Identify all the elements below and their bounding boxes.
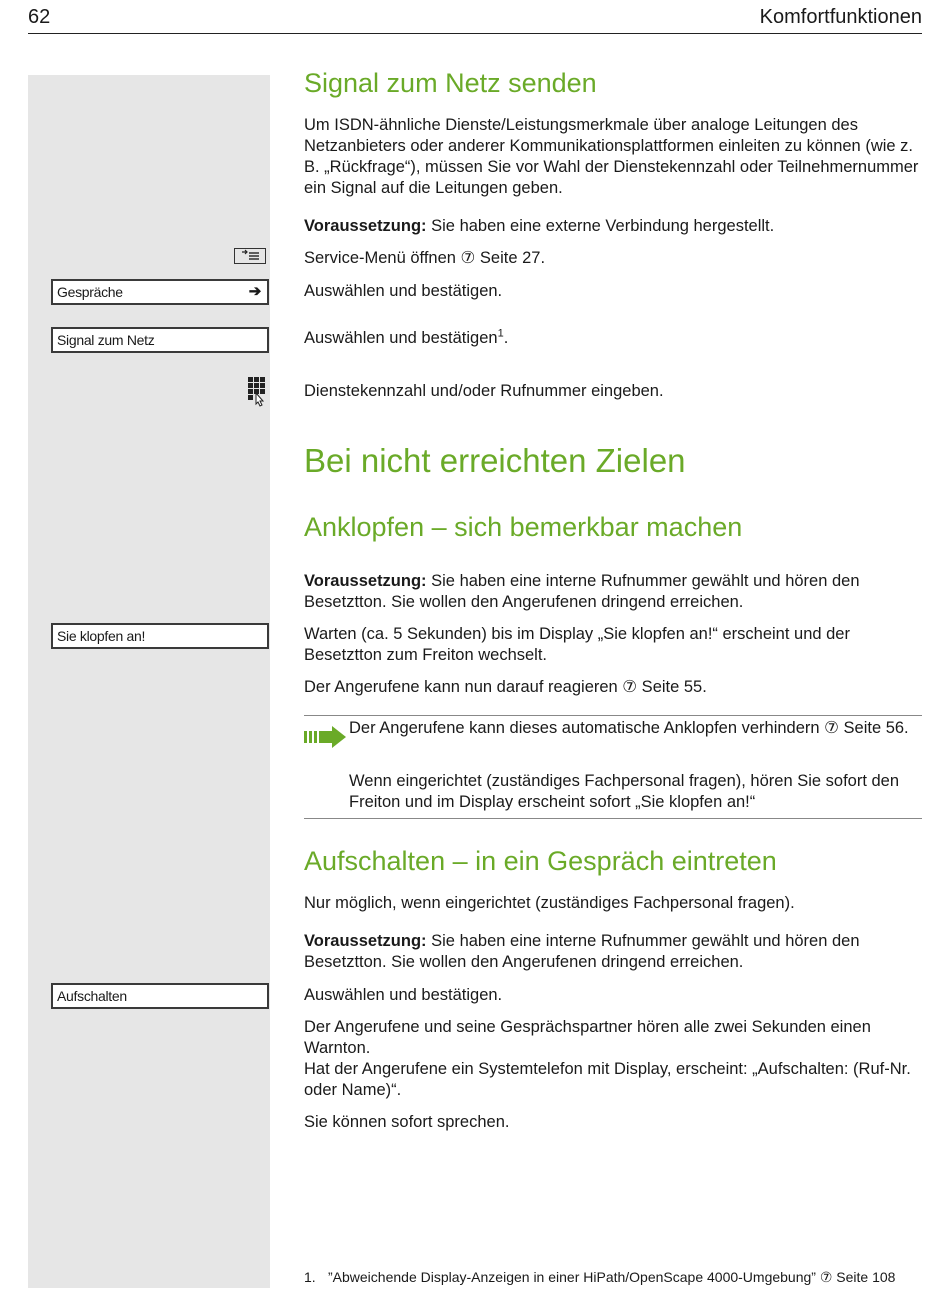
keypad-icon	[246, 377, 270, 407]
paragraph-warnton	[304, 1017, 924, 1101]
display-gespraeche-label: Gespräche	[57, 284, 123, 300]
note-text-2: Wenn eingerichtet (zuständiges Fachpersonal fragen), hören Sie sofort den Freiton und im Display erscheint sofort „Sie klopfen an!“	[349, 772, 900, 811]
step-select-aufschalten: Auswählen und bestätigen.	[304, 986, 503, 1004]
note-top-rule	[304, 715, 922, 716]
header-divider	[28, 33, 922, 34]
display-aufschalten-label: Aufschalten	[57, 988, 127, 1004]
prereq-label: Voraussetzung:	[304, 572, 427, 590]
prereq-label: Voraussetzung:	[304, 217, 427, 235]
step-react: Der Angerufene kann nun darauf reagieren ⑦ Seite 55.	[304, 678, 707, 696]
chapter-title: Komfortfunktionen	[759, 6, 922, 28]
display-signal-label: Signal zum Netz	[57, 332, 155, 348]
footnote-ref: 1	[497, 327, 504, 340]
step-select-gespraeche: Auswählen und bestätigen.	[304, 282, 503, 300]
paragraph-prereq-2	[304, 571, 924, 613]
note-bottom-rule	[304, 818, 922, 819]
menu-key-icon	[234, 248, 266, 264]
footnote-text: ”Abweichende Display-Anzeigen in einer HiPath/OpenScape 4000-Umgebung” ⑦ Seite 108	[328, 1269, 896, 1285]
display-sie-klopfen-an[interactable]	[51, 623, 269, 649]
footnote	[304, 1269, 895, 1286]
paragraph-only: Nur möglich, wenn eingerichtet (zuständiges Fachpersonal fragen).	[304, 894, 795, 912]
note-arrow-icon	[304, 726, 346, 748]
display-gespraeche[interactable]	[51, 279, 269, 305]
section-title-anklopfen: Anklopfen – sich bemerkbar machen	[304, 512, 743, 542]
step-dial: Dienstekennzahl und/oder Rufnummer eingeben.	[304, 382, 664, 400]
display-signal-zum-netz[interactable]	[51, 327, 269, 353]
prereq-label: Voraussetzung:	[304, 932, 427, 950]
arrow-right-icon: ➔	[248, 283, 261, 300]
paragraph-prereq-3	[304, 931, 924, 973]
prereq-text: Sie haben eine externe Verbindung hergestellt.	[426, 217, 775, 235]
section-title-aufschalten: Aufschalten – in ein Gespräch eintreten	[304, 846, 777, 876]
chapter-heading: Bei nicht erreichten Zielen	[304, 442, 686, 479]
paragraph-speak: Sie können sofort sprechen.	[304, 1113, 510, 1131]
paragraph-warnton-line2: Hat der Angerufene ein Systemtelefon mit Display, erscheint: „Aufschalten: (Ruf-Nr. oder Name)“.	[304, 1060, 911, 1099]
section-title-signal: Signal zum Netz senden	[304, 68, 597, 98]
note-text-1: Der Angerufene kann dieses automatische Anklopfen verhindern ⑦ Seite 56.	[349, 719, 909, 737]
prereq-text: Sie haben eine interne Rufnummer gewählt und hören den Besetztton. Sie wollen den Angerufenen dringend erreichen.	[304, 932, 860, 971]
step-wait: Warten (ca. 5 Sekunden) bis im Display „Sie klopfen an!“ erscheint und der Besetztton zum Freiton wechselt.	[304, 625, 850, 664]
step-select-signal-text: Auswählen und bestätigen	[304, 329, 498, 347]
prereq-text: Sie haben eine interne Rufnummer gewählt und hören den Besetztton. Sie wollen den Angerufenen dringend erreichen.	[304, 572, 860, 611]
page-number: 62	[28, 6, 51, 28]
display-aufschalten[interactable]	[51, 983, 269, 1009]
step-select-signal	[304, 328, 924, 349]
paragraph-warnton-line1: Der Angerufene und seine Gesprächspartner hören alle zwei Sekunden einen Warnton.	[304, 1018, 871, 1057]
display-klopfen-label: Sie klopfen an!	[57, 628, 146, 644]
step-select-signal-end: .	[503, 329, 509, 347]
footnote-number: 1.	[304, 1269, 316, 1285]
paragraph-intro: Um ISDN-ähnliche Dienste/Leistungsmerkmale über analoge Leitungen des Netzanbieters oder anderer Kommunikationsplattformen einleiten zu können (wie z. B. „Rückfrage“), müssen Sie vor Wahl der Dienstekennzahl oder Teilnehmernummer ein Signal auf die Leitungen geben.	[304, 116, 919, 197]
step-open-menu: Service-Menü öffnen ⑦ Seite 27.	[304, 249, 546, 267]
paragraph-prereq-1	[304, 216, 924, 237]
